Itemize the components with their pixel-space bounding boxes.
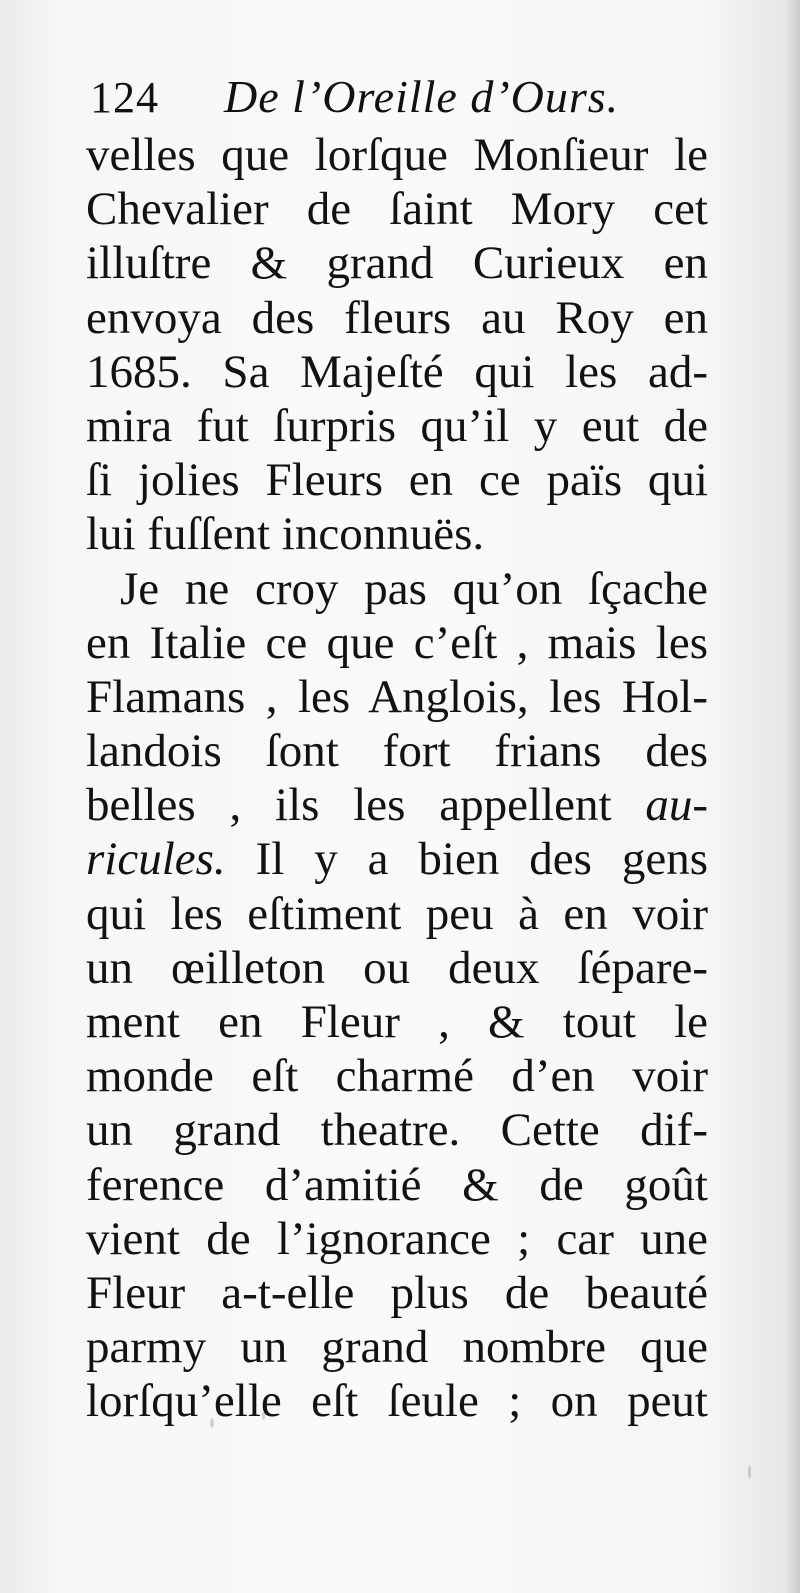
body-text (86, 128, 708, 1429)
text-line: un œilleton ou deux ſépare- (86, 941, 708, 994)
text-line: envoya des fleurs au Roy en (86, 291, 708, 344)
text-line: Flamans , les Anglois, les Hol- (86, 670, 708, 723)
text-segment: Il y a bien des gens (225, 833, 708, 886)
running-title: De l’Oreille d’Ours. (224, 71, 620, 122)
text-line: vient de l’ignorance ; car une (86, 1212, 708, 1265)
running-head (86, 64, 726, 132)
ink-speck (748, 1465, 751, 1479)
text-line: un grand theatre. Cette dif- (86, 1104, 708, 1157)
text-line: lui fuſſent inconnuës. (86, 508, 485, 561)
text-line (86, 778, 708, 832)
text-line: parmy un grand nombre que (86, 1321, 708, 1374)
page-edge-shadow (786, 0, 800, 1593)
italic-term: au- (645, 779, 708, 832)
text-line: Fleur a-t-elle plus de beauté (86, 1266, 708, 1319)
text-line: ſi jolies Fleurs en ce païs qui (86, 454, 708, 507)
ink-speck (262, 1412, 265, 1420)
text-line: Chevalier de ſaint Mory cet (86, 183, 708, 236)
text-line: lorſqu’elle eſt ſeule ; on peut (86, 1375, 708, 1428)
text-line: velles que lorſque Monſieur le (86, 129, 708, 181)
text-line: 1685. Sa Majeſté qui les ad- (86, 345, 708, 398)
text-line: ference d’amitié & de goût (86, 1158, 708, 1211)
text-line: qui les eſtiment peu à en voir (86, 887, 708, 940)
text-segment: belles , ils les appellent (86, 779, 646, 832)
page-number: 124 (90, 73, 159, 122)
text-line (86, 832, 708, 886)
ink-speck (210, 1418, 214, 1428)
text-line: illuſtre & grand Curieux en (86, 237, 708, 290)
text-line: ment en Fleur , & tout le (86, 996, 708, 1048)
text-line: landois ſont fort frians des (86, 725, 708, 778)
text-line: monde eſt charmé d’en voir (86, 1050, 708, 1103)
italic-term: ricules. (86, 833, 226, 886)
text-line: en Italie ce que c’eſt , mais les (86, 616, 708, 669)
text-line: Je ne croy pas qu’on ſçache (120, 562, 708, 615)
text-line: mira fut ſurpris qu’il y eut de (86, 399, 708, 452)
